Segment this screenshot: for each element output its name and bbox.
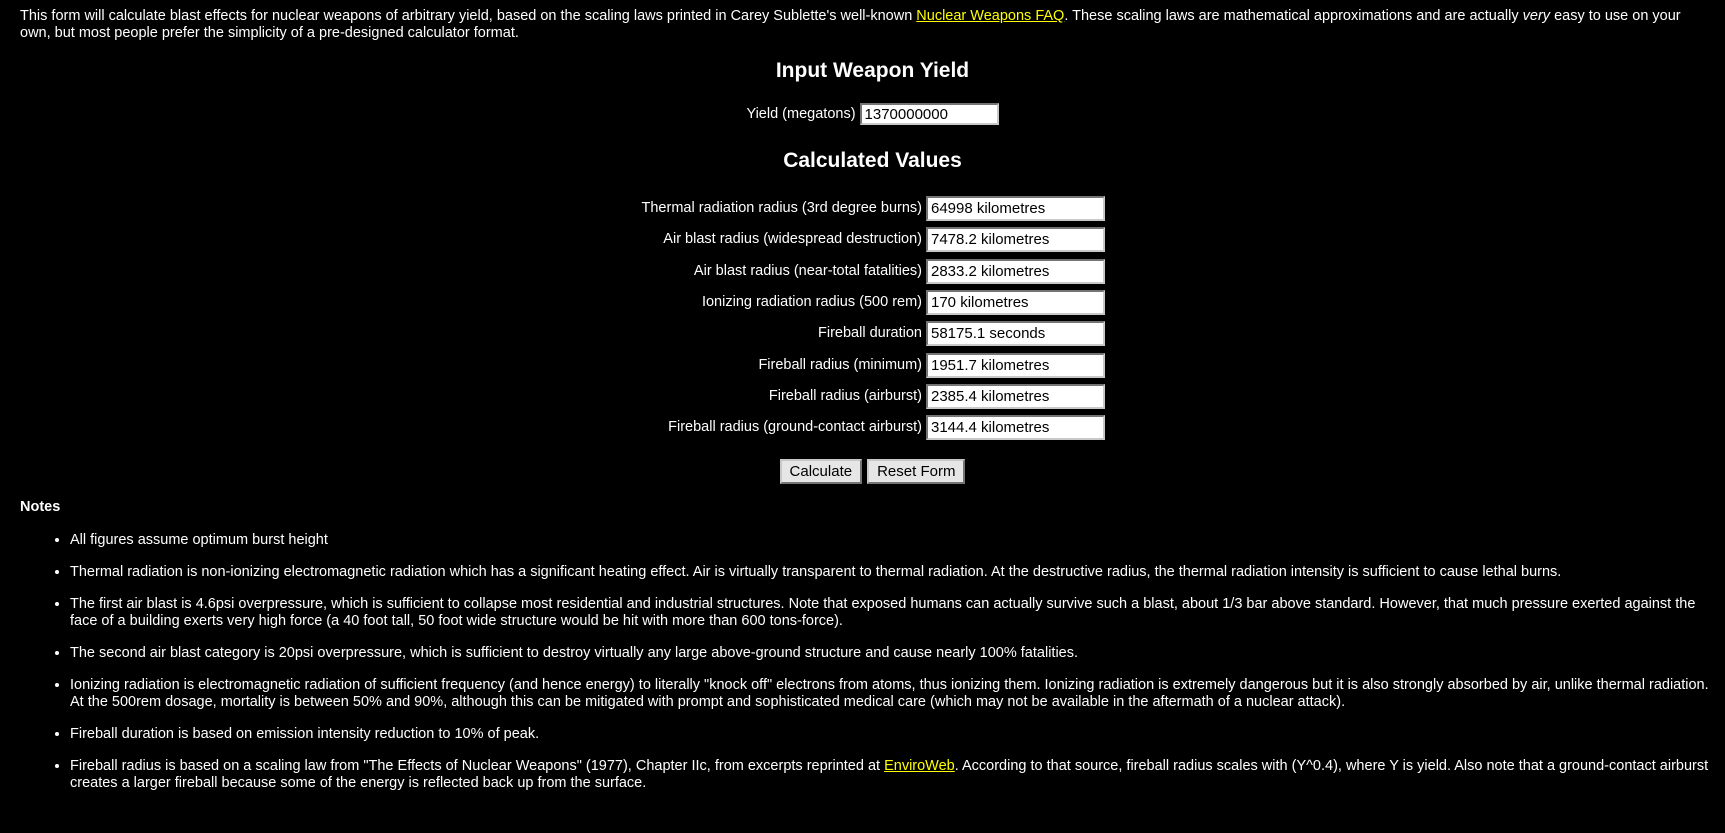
result-label: Air blast radius (widespread destruction) xyxy=(663,231,922,248)
yield-input[interactable] xyxy=(860,103,999,125)
air-blast-fatalities-field[interactable] xyxy=(926,259,1105,284)
nuclear-weapons-faq-link[interactable]: Nuclear Weapons FAQ xyxy=(916,8,1065,24)
fireball-radius-minimum-field[interactable] xyxy=(926,353,1105,378)
result-row-fireball-airburst xyxy=(0,381,1725,412)
note-text-1: Fireball radius is based on a scaling law from "The Effects of Nuclear Weapons" (1977), Chapter IIc, from excerpts reprinted at xyxy=(70,758,885,774)
reset-form-button[interactable]: Reset Form xyxy=(867,459,965,484)
note-item: • Fireball duration is based on emission intensity reduction to 10% of peak. xyxy=(70,726,1710,743)
form-buttons xyxy=(0,459,1725,484)
result-label: Ionizing radiation radius (500 rem) xyxy=(701,294,922,311)
result-label: Air blast radius (near-total fatalities) xyxy=(693,262,922,279)
thermal-radiation-radius-field[interactable] xyxy=(926,196,1105,221)
notes-heading: Notes xyxy=(20,499,61,515)
calculate-button[interactable]: Calculate xyxy=(780,459,863,484)
notes-list xyxy=(20,532,1710,807)
result-row-ionizing-radiation xyxy=(0,287,1725,318)
note-item: • All figures assume optimum burst height xyxy=(70,532,1710,549)
fireball-radius-ground-contact-field[interactable] xyxy=(926,415,1105,440)
air-blast-widespread-field[interactable] xyxy=(926,227,1105,252)
intro-text-3: easy to use on your own, but most people prefer the simplicity of a pre-designed calculator format. xyxy=(20,8,1681,41)
calculated-values-table xyxy=(0,193,1725,443)
result-row-fireball-minimum xyxy=(0,349,1725,380)
note-text-2: . According to that source, fireball radius scales with (Y^0.4), where Y is yield. Also note that a ground-contact airburst creates a larger fireball because some of the energy is reflected back up from the surface. xyxy=(70,758,1709,791)
result-row-air-blast-widespread xyxy=(0,224,1725,255)
calculated-values-heading: Calculated Values xyxy=(783,149,962,172)
intro-text-2: . These scaling laws are mathematical approximations and are actually xyxy=(1064,8,1523,24)
yield-label: Yield (megatons) xyxy=(746,105,856,122)
input-weapon-yield-heading: Input Weapon Yield xyxy=(775,59,970,82)
result-row-air-blast-fatalities xyxy=(0,256,1725,287)
enviroweb-link[interactable]: EnviroWeb xyxy=(884,758,955,774)
fireball-radius-airburst-field[interactable] xyxy=(926,384,1105,409)
result-row-fireball-duration xyxy=(0,318,1725,349)
result-row-fireball-ground-contact xyxy=(0,412,1725,443)
note-item: • Ionizing radiation is electromagnetic radiation of sufficient frequency (and hence energy) to literally "knock off" electrons from atoms, thus ionizing them. Ionizing radiation is extremely dangerous but it is also strongly absorbed by air, unlike thermal radiation. At the 500rem dosage, mortality is between 50% and 90%, although this can be mitigated with prompt and sophisticated medical care (which may not be available in the aftermath of a nuclear attack). xyxy=(70,677,1710,711)
result-label: Fireball radius (airburst) xyxy=(768,387,922,404)
intro-paragraph xyxy=(20,8,1710,42)
result-label: Fireball duration xyxy=(818,325,922,342)
result-label: Thermal radiation radius (3rd degree burns) xyxy=(641,200,922,217)
fireball-duration-field[interactable] xyxy=(926,321,1105,346)
yield-row xyxy=(0,103,1725,125)
result-row-thermal-radiation xyxy=(0,193,1725,224)
note-item: • The first air blast is 4.6psi overpressure, which is sufficient to collapse most residential and industrial structures. Note that exposed humans can actually survive such a blast, about 1/3 bar above standard. However, that much pressure exerted against the face of a building exerts very high force (a 40 foot tall, 50 foot wide structure would be hit with more than 600 tons-force). xyxy=(70,596,1710,630)
note-item: • Thermal radiation is non-ionizing electromagnetic radiation which has a significant heating effect. Air is virtually transparent to thermal radiation. At the destructive radius, the thermal radiation intensity is sufficient to cause lethal burns. xyxy=(70,564,1710,581)
intro-text-1: This form will calculate blast effects for nuclear weapons of arbitrary yield, based on the scaling laws printed in Carey Sublette's well-known xyxy=(20,8,917,24)
note-item: • The second air blast category is 20psi overpressure, which is sufficient to destroy virtually any large above-ground structure and cause nearly 100% fatalities. xyxy=(70,645,1710,662)
result-label: Fireball radius (minimum) xyxy=(758,356,922,373)
result-label: Fireball radius (ground-contact airburst) xyxy=(668,419,922,436)
ionizing-radiation-radius-field[interactable] xyxy=(926,290,1105,315)
intro-emphasis: very xyxy=(1522,8,1551,24)
note-item xyxy=(70,758,1710,792)
